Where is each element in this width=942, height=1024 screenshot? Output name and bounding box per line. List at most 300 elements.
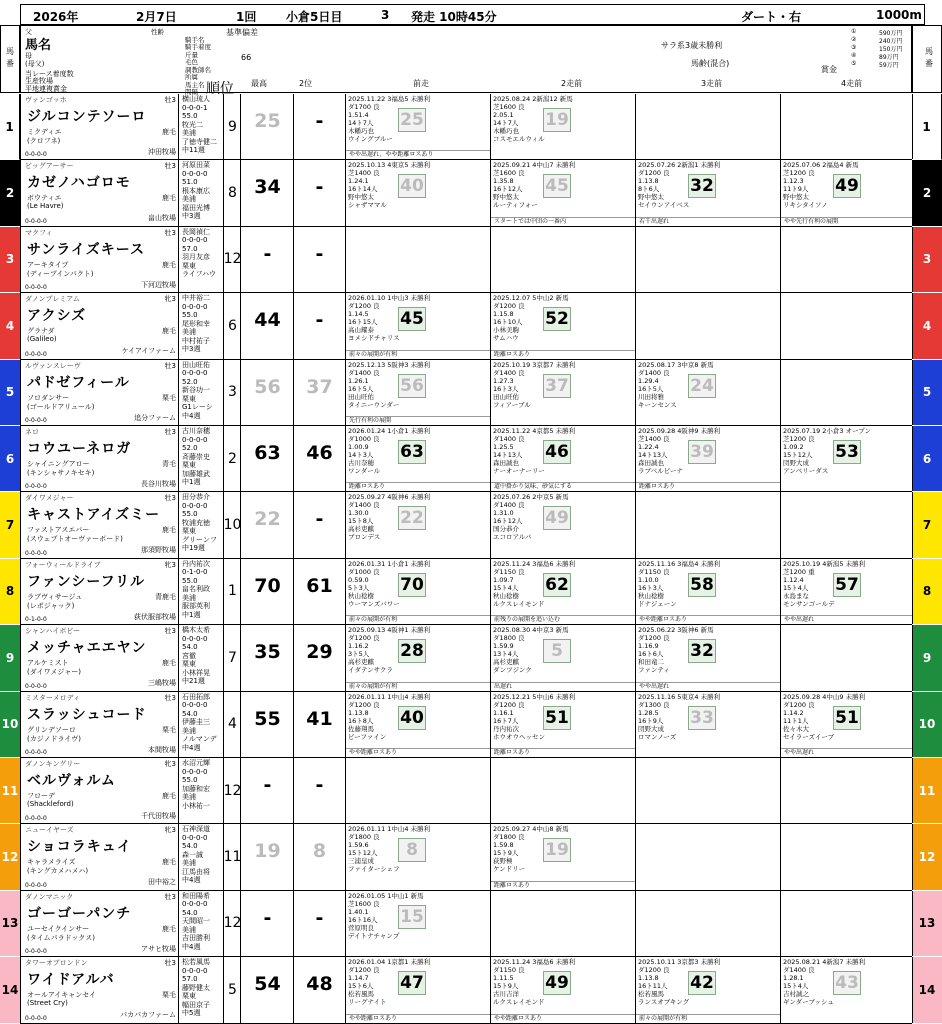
race-header-line: 2025.07.26 2中京5 新馬 xyxy=(493,493,569,502)
race-line: ダ1200 良 xyxy=(493,302,525,311)
jockey-line: 0-0-0-0 xyxy=(182,767,208,776)
jockey-line: 橋木太希 xyxy=(182,626,210,635)
race-line: 8ト6人 xyxy=(638,185,660,194)
jockey-line: 中3週 xyxy=(182,345,201,354)
rank: 12 xyxy=(225,891,241,956)
header-cell: 賞金 xyxy=(821,65,837,74)
sire-name: ダイワメジャー xyxy=(25,494,74,503)
horse-number: 13 xyxy=(0,891,20,957)
score-value-best: 19 xyxy=(254,840,281,863)
past-race-4 xyxy=(781,94,913,159)
score-value-best: 35 xyxy=(254,641,281,664)
horse-name: ワイドアルバ xyxy=(27,972,115,989)
jockey-line: 栗東 xyxy=(182,461,196,469)
race-line: 16ト3人 xyxy=(638,583,664,592)
sire-name: ダノンマニック xyxy=(25,892,74,901)
jockey-line: 栗東 xyxy=(182,261,196,270)
header-label2: 騎手名 xyxy=(185,35,205,44)
race-index: 5 xyxy=(543,639,571,663)
jockey-line: 美浦 xyxy=(182,593,196,602)
race-header-line: 2025.08.24 2新潟12 新馬 xyxy=(493,95,573,103)
race-line: 15ト9人 xyxy=(493,982,519,991)
race-header-line: 2025.06.22 3阪神6 新馬 xyxy=(638,626,714,635)
jockey-line: 0-0-0-0 xyxy=(182,435,208,444)
jockey-line: 0-0-0-0 xyxy=(182,169,208,178)
race-line: 永島まな xyxy=(783,591,809,600)
column-header xyxy=(20,25,912,97)
horse-name: ファンシーフリル xyxy=(27,573,146,590)
score-value-best: 54 xyxy=(254,973,281,996)
horse-number: 9 xyxy=(0,625,20,691)
race-line: ダ1000 良 xyxy=(348,567,380,576)
race-header-line: 2025.09.27 4中山8 新馬 xyxy=(493,825,569,834)
race-header-line: 2025.11.24 3福島6 未勝利 xyxy=(493,958,576,967)
past-race-4[interactable] xyxy=(781,426,913,491)
score-best xyxy=(242,559,294,624)
sex-age: 牡3 xyxy=(164,96,176,104)
prize-amount: 240万円 xyxy=(879,38,903,45)
past-race-4[interactable] xyxy=(781,692,913,757)
race-line: ランスオブキング xyxy=(638,998,690,1007)
score-second xyxy=(294,293,346,358)
race-line: 1.51.4 xyxy=(348,111,369,119)
horse-row xyxy=(20,758,912,824)
horse-number: 3 xyxy=(0,227,20,293)
score-second xyxy=(294,625,346,690)
race-record: 0-0-0-0 xyxy=(25,881,47,889)
past-race-2[interactable] xyxy=(491,824,636,889)
past-race-3[interactable] xyxy=(636,625,781,690)
score-value-second: - xyxy=(315,309,324,332)
race-index: 15 xyxy=(398,905,426,929)
jockey-line: 52.0 xyxy=(182,444,198,452)
score-value-second: 48 xyxy=(306,973,333,996)
race-line: 芝1600 良 xyxy=(493,103,525,111)
jockey-info xyxy=(180,227,224,292)
race-line: 森田誠也 xyxy=(638,459,664,467)
horse-info xyxy=(21,824,179,889)
jockey-line: 松若風馬 xyxy=(182,958,210,967)
race-header-line: 2025.12.13 5阪神3 未勝利 xyxy=(348,360,431,369)
rank: 6 xyxy=(225,293,241,358)
past-race-1[interactable] xyxy=(346,293,491,358)
past-race-4 xyxy=(781,492,913,557)
race-header-line: 2025.10.19 3京都7 未勝利 xyxy=(493,360,576,369)
race-note: やや出遅れ xyxy=(636,682,780,691)
jockey-line: 0-0-0-0 xyxy=(182,634,208,643)
race-index: 28 xyxy=(398,639,426,663)
race-line: 1.10.0 xyxy=(638,575,659,584)
score-best xyxy=(242,360,294,425)
prize-rank: ② xyxy=(851,36,857,43)
coat-color: 鹿毛 xyxy=(162,194,176,203)
rank: 8 xyxy=(225,160,241,225)
jockey-line: 古川奈穂 xyxy=(182,427,210,435)
jockey-line: G1レーシ xyxy=(182,403,213,412)
jockey-line: 吉田勝利 xyxy=(182,934,210,943)
past-race-3[interactable] xyxy=(636,360,781,425)
header-race-no: 3 xyxy=(381,8,390,22)
race-line: 1.27.3 xyxy=(493,376,514,385)
breeder: アサヒ牧場 xyxy=(141,944,176,953)
prize-rank: ⑤ xyxy=(851,60,857,67)
race-line: 15ト4人 xyxy=(783,982,809,991)
race-note: 前々の展開が有利 xyxy=(346,682,490,691)
horse-info xyxy=(21,891,179,956)
past-race-3[interactable] xyxy=(636,692,781,757)
horse-number: 2 xyxy=(912,160,942,226)
header-course: ダート・右 xyxy=(741,10,802,24)
sex-age: 牡3 xyxy=(164,428,176,436)
jockey-line: 0-0-0-0 xyxy=(182,369,208,378)
race-line: 高杉吏麒 xyxy=(348,525,374,534)
race-line: ルーティフォー xyxy=(493,201,538,210)
race-line: 14ト7人 xyxy=(348,119,374,127)
horse-number: 5 xyxy=(0,360,20,426)
past-race-4[interactable] xyxy=(781,160,913,225)
race-header-line: 2026.01.11 1中山4 未勝利 xyxy=(348,825,431,834)
dam-name: ラブヴィサージュ xyxy=(27,592,83,601)
header-label2: 馬主名 xyxy=(185,80,205,89)
race-line: ファイターシェフ xyxy=(348,865,400,874)
race-header-line: 2025.11.22 4京都5 未勝利 xyxy=(493,427,576,435)
race-line: 松若風馬 xyxy=(638,990,664,999)
score-second xyxy=(294,94,346,159)
horse-number: 12 xyxy=(912,824,942,890)
race-line: 1.11.5 xyxy=(493,974,514,983)
score-second xyxy=(294,360,346,425)
jockey-line: 丹内祐次 xyxy=(182,559,210,568)
race-record: 0-0-0-0 xyxy=(25,483,47,491)
past-race-2[interactable] xyxy=(491,492,636,557)
jockey-line: 栗東 xyxy=(182,992,196,1001)
race-header-line: 2025.09.13 4阪神1 未勝利 xyxy=(348,626,431,635)
race-line: デイトナチャンプ xyxy=(348,931,400,940)
race-line: 高杉吏麒 xyxy=(493,658,519,667)
race-line: ルクスレイモンド xyxy=(493,599,545,608)
score-best xyxy=(242,957,294,1022)
race-record: 0-0-0-0 xyxy=(25,549,47,557)
race-line: 1.14.7 xyxy=(348,974,369,983)
sex-age: 牝3 xyxy=(164,826,176,835)
race-line: リキシタイソノ xyxy=(783,201,828,210)
lane-header-left xyxy=(0,25,20,93)
sire-name: ダノンキングリー xyxy=(25,760,81,768)
horse-row xyxy=(20,891,912,957)
jockey-line: 57.0 xyxy=(182,975,198,984)
race-line: ワンダール xyxy=(348,467,381,475)
race-index: 47 xyxy=(398,971,426,995)
race-line: 芝1200 良 xyxy=(783,435,815,443)
race-line: 14ト13人 xyxy=(638,451,668,459)
past-race-1[interactable] xyxy=(346,160,491,225)
jockey-line: 中井裕二 xyxy=(182,294,210,303)
race-line: サムハウ xyxy=(493,334,519,343)
horse-row xyxy=(20,360,912,426)
race-index: 39 xyxy=(688,440,716,464)
score-best xyxy=(242,160,294,225)
race-header-line: 2025.08.17 3中京8 新馬 xyxy=(638,360,714,369)
past-race-1 xyxy=(346,227,491,292)
score-second xyxy=(294,824,346,889)
prize-rank: ④ xyxy=(851,52,857,59)
past-race-2 xyxy=(491,891,636,956)
past-race-3[interactable] xyxy=(636,426,781,491)
header-date: 2月7日 xyxy=(136,10,177,24)
past-race-2[interactable] xyxy=(491,559,636,624)
race-line: ダ1200 良 xyxy=(348,700,380,709)
horse-number: 10 xyxy=(912,692,942,758)
race-line: 佐々木大 xyxy=(783,724,809,733)
race-line: 国分恭介 xyxy=(493,525,519,534)
race-line: 16ト3人 xyxy=(493,384,519,393)
jockey-line: 了徳寺健二 xyxy=(182,137,217,146)
horse-name: パドゼフィール xyxy=(27,374,130,391)
race-header-line: 2025.08.30 4中京3 新馬 xyxy=(493,626,569,635)
header-cell: 2走前 xyxy=(561,79,583,88)
dam-name: ユーセイクインサー xyxy=(27,924,90,933)
jockey-line: 0-0-0-0 xyxy=(182,966,208,975)
broodmare-sire: (レポジャック) xyxy=(27,601,75,610)
score-value-best: - xyxy=(263,774,272,796)
jockey-info xyxy=(180,160,224,225)
race-line: 団野大成 xyxy=(783,459,809,467)
jockey-line: 水沼元輝 xyxy=(182,759,210,767)
race-line: 野中悠太 xyxy=(348,193,374,202)
race-index: 49 xyxy=(543,971,571,995)
coat-color: 鹿毛 xyxy=(162,327,176,336)
header-cell: 馬齢(混合) xyxy=(691,59,730,68)
race-line: 1.16.2 xyxy=(348,642,369,651)
past-race-2[interactable] xyxy=(491,426,636,491)
past-race-1[interactable] xyxy=(346,492,491,557)
past-race-3 xyxy=(636,293,781,358)
past-race-4 xyxy=(781,891,913,956)
coat-color: 鹿毛 xyxy=(162,792,176,800)
past-race-3[interactable] xyxy=(636,559,781,624)
broodmare-sire: (クロフネ) xyxy=(27,137,61,145)
past-race-2[interactable] xyxy=(491,957,636,1022)
race-line: シャザママル xyxy=(348,201,387,210)
score-best xyxy=(242,293,294,358)
past-race-1[interactable] xyxy=(346,625,491,690)
race-line: ダ1700 良 xyxy=(348,103,380,111)
header-start-time: 発走 10時45分 xyxy=(411,10,497,24)
race-line: ダ1400 良 xyxy=(348,368,380,377)
past-race-1[interactable] xyxy=(346,94,491,159)
sire-name: ネロ xyxy=(25,428,39,436)
race-note: 道中掛かり気味、砂気にする xyxy=(491,482,635,491)
race-line: ダ1300 良 xyxy=(638,700,670,709)
race-line: ダ1400 良 xyxy=(348,501,380,510)
race-record: 0-0-0-0 xyxy=(25,217,47,225)
past-race-1[interactable] xyxy=(346,559,491,624)
horse-name: ショコラキュイ xyxy=(27,839,132,856)
race-line: 16ト16人 xyxy=(348,915,378,924)
past-race-1[interactable] xyxy=(346,957,491,1022)
past-race-1[interactable] xyxy=(346,692,491,757)
past-race-4 xyxy=(781,625,913,690)
coat-color: 鹿毛 xyxy=(162,924,176,933)
race-line: ウイングブルー xyxy=(348,135,393,143)
race-index: 24 xyxy=(688,374,716,398)
race-record: 0-0-0-0 xyxy=(25,1014,47,1022)
race-line: 松若風馬 xyxy=(348,990,374,999)
race-line: ファンティ xyxy=(638,666,670,675)
breeder: 長谷川牧場 xyxy=(141,480,176,488)
sire-name: タワーオブロンドン xyxy=(25,959,88,968)
race-note: やや出遅れ xyxy=(781,615,912,624)
race-index: 33 xyxy=(688,706,716,730)
breeder: 下河辺牧場 xyxy=(141,280,176,289)
race-line: ダ1200 良 xyxy=(638,169,670,178)
jockey-line: 斉藤崇史 xyxy=(182,452,210,461)
lane-header-right xyxy=(912,25,942,93)
race-line: 14ト7人 xyxy=(493,119,519,127)
jockey-line: 羽月友彦 xyxy=(182,253,210,262)
horse-info xyxy=(21,758,179,823)
header-label2: 所属 xyxy=(185,73,198,81)
past-race-2[interactable] xyxy=(491,94,636,159)
coat-color: 鹿毛 xyxy=(162,659,176,668)
race-note: やや先行有利の展開 xyxy=(781,217,912,226)
header-label2: 調教師名 xyxy=(185,65,211,74)
score-best xyxy=(242,94,294,159)
past-race-1[interactable] xyxy=(346,360,491,425)
jockey-line: 中1週 xyxy=(182,478,201,486)
past-race-2[interactable] xyxy=(491,625,636,690)
race-line: ダ1800 良 xyxy=(493,833,525,842)
past-race-2[interactable] xyxy=(491,360,636,425)
race-line: 芝1400 良 xyxy=(638,435,670,443)
jockey-line: 0-0-0-1 xyxy=(182,103,208,112)
horse-name: ベルヴォルム xyxy=(27,773,116,789)
race-note: 距離ロスあり xyxy=(491,350,635,359)
horse-info xyxy=(21,360,179,425)
race-line: 団野大成 xyxy=(638,724,664,733)
header-label2: 毛色 xyxy=(185,58,198,66)
past-race-4 xyxy=(781,293,913,358)
dam-name: グラナダ xyxy=(27,327,55,336)
jockey-line: 新谷功一 xyxy=(182,386,210,395)
race-line: 古川吉洋 xyxy=(493,990,519,999)
header-distance: 1000m xyxy=(876,8,922,22)
race-line: 1.13.8 xyxy=(638,974,659,983)
race-line: ダ1200 良 xyxy=(348,634,380,643)
past-race-2[interactable] xyxy=(491,160,636,225)
jockey-line: 小林祥晃 xyxy=(182,668,210,677)
race-line: 15ト9人 xyxy=(493,849,519,858)
race-line: ダ1400 良 xyxy=(493,501,525,510)
past-race-1[interactable] xyxy=(346,426,491,491)
race-header-line: 2025.10.11 3京都3 未勝利 xyxy=(638,958,721,967)
broodmare-sire: (ゴールドアリュール) xyxy=(27,402,95,411)
race-line: ドナジェーン xyxy=(638,599,677,608)
race-line: 1.59.6 xyxy=(348,841,369,850)
sire-name: シャンハイボビー xyxy=(25,627,81,636)
past-race-4 xyxy=(781,227,913,292)
horse-row xyxy=(20,957,912,1023)
past-race-2[interactable] xyxy=(491,293,636,358)
horse-number: 7 xyxy=(912,492,942,558)
race-record: 0-0-0-0 xyxy=(25,815,47,823)
header-label: 父 xyxy=(25,28,32,36)
race-index: 58 xyxy=(688,573,716,597)
jockey-line: 和田陽希 xyxy=(182,891,210,900)
score-value-second: 8 xyxy=(312,840,327,863)
jockey-line: 54.0 xyxy=(182,643,198,652)
sex-age: 牡3 xyxy=(164,627,176,636)
race-line: 菅原明良 xyxy=(348,923,374,932)
race-header-line: 2026.01.31 1小倉1 未勝利 xyxy=(348,559,431,568)
past-race-4 xyxy=(781,824,913,889)
race-note: 前々の展開が有利 xyxy=(346,615,490,624)
past-race-4 xyxy=(781,758,913,823)
race-line: ラブベルピーナ xyxy=(638,467,683,475)
past-race-2[interactable] xyxy=(491,692,636,757)
race-line: 1.35.8 xyxy=(493,177,514,186)
race-line: 3ト5人 xyxy=(348,650,370,659)
race-index: 63 xyxy=(398,440,426,464)
past-race-1[interactable] xyxy=(346,824,491,889)
past-race-3[interactable] xyxy=(636,160,781,225)
past-race-4[interactable] xyxy=(781,957,913,1022)
coat-color: 青毛 xyxy=(162,460,176,468)
race-line: ナーオーナーリー xyxy=(493,467,545,475)
race-line: 15ト12人 xyxy=(348,849,378,858)
race-line: 1.14.5 xyxy=(348,310,369,319)
race-line: ダ1200 良 xyxy=(348,966,380,975)
race-line: モンサンゴールデ xyxy=(783,599,835,608)
score-value-second: 37 xyxy=(306,375,333,398)
race-line: ダ1000 良 xyxy=(348,435,380,443)
race-line: ダ1150 良 xyxy=(493,567,525,576)
past-race-1 xyxy=(346,758,491,823)
coat-color: 鹿毛 xyxy=(162,128,176,136)
past-race-1[interactable] xyxy=(346,891,491,956)
jockey-line: 河原田菜 xyxy=(182,161,210,170)
sire-name: ルヴァンスレーヴ xyxy=(25,361,81,370)
score-second xyxy=(294,559,346,624)
past-race-4[interactable] xyxy=(781,559,913,624)
race-line: 高山耀泰 xyxy=(348,326,374,335)
horse-number: 13 xyxy=(912,891,942,957)
jockey-line: 美浦 xyxy=(182,793,196,801)
sex-age: 牡3 xyxy=(164,361,176,370)
jockey-line: グリーンフ xyxy=(182,535,217,544)
jockey-info xyxy=(180,891,224,956)
past-race-3[interactable] xyxy=(636,957,781,1022)
jockey-line: ノルマンデ xyxy=(182,735,217,744)
broodmare-sire: (ディープインパクト) xyxy=(27,269,94,278)
score-best xyxy=(242,824,294,889)
jockey-info xyxy=(180,559,224,624)
race-line: 16ト12人 xyxy=(493,517,523,526)
race-line: 川田将雅 xyxy=(638,392,664,401)
jockey-line: 天間昭一 xyxy=(182,917,210,926)
race-note: 先行有利の展開 xyxy=(346,416,490,425)
race-line: リーグナイト xyxy=(348,998,387,1007)
race-line: 古川奈穂 xyxy=(348,459,374,467)
horse-number: 8 xyxy=(0,559,20,625)
horse-number: 10 xyxy=(0,692,20,758)
race-record: 0-0-0-0 xyxy=(25,416,47,424)
broodmare-sire: (Shackleford) xyxy=(27,800,74,808)
jockey-info xyxy=(180,492,224,557)
breeder: 三嶋牧場 xyxy=(148,679,176,688)
header-year: 2026年 xyxy=(33,10,79,24)
race-line: 1.12.3 xyxy=(783,177,804,186)
